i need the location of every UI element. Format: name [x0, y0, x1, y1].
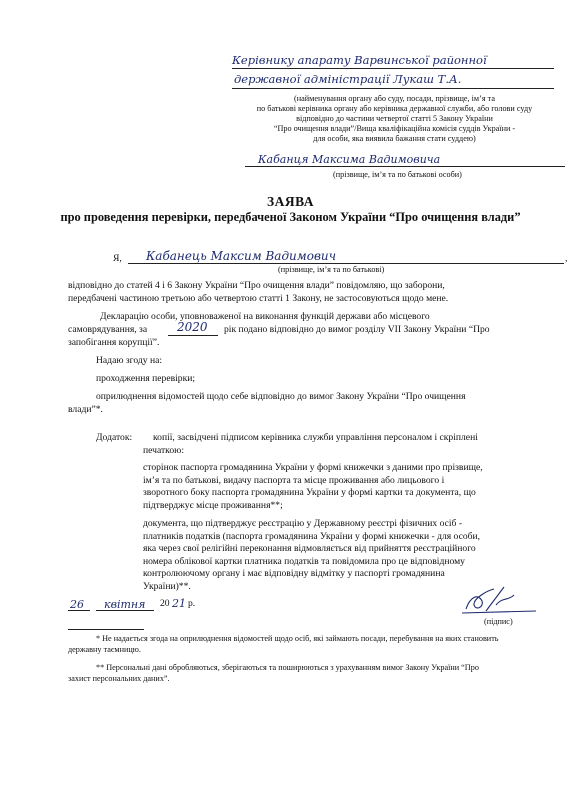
- attachments-head1: копії, засвідчені підписом керівника служби управління персоналом і скріплені: [153, 432, 478, 443]
- document-title: ЗАЯВА: [266, 194, 315, 209]
- date-year-handwritten: 21: [172, 597, 186, 610]
- consent-item1: проходження перевірки;: [96, 373, 196, 384]
- declaration-year-underline: [168, 335, 218, 336]
- consent-item2-line2: влади”*.: [68, 404, 103, 415]
- sender-caption: (прізвище, ім’я та по батькові особи): [333, 170, 462, 179]
- statement-handwritten-name: Кабанець Максим Вадимович: [146, 249, 337, 263]
- addressee-caption: (найменування органу або суду, посади, прізвище, ім’я та по батькові керівника органу або керівника державної служби, або голови суду відповідно до частини четвертої статті 5 Закону України “Про очищення влади”/Вища кваліфікаційна комісія суддів України - для особи, яка виявила бажання стати суддею): [256, 94, 533, 143]
- addressee-underline-2: [232, 88, 554, 89]
- declaration-line1: Декларацію особи, уповноваженої на виконання функцій держави або місцевого: [100, 311, 430, 322]
- addressee-handwritten-line2: державної адміністрації Лукаш Т.А.: [234, 72, 462, 86]
- signature-caption: (підпис): [484, 617, 513, 626]
- consent-intro: Надаю згоду на:: [96, 355, 163, 366]
- attachments-item1: сторінок паспорта громадянина України у формі книжечки з даними про прізвище, ім’я та по батькові, видачу паспорта та місце проживання або лицьового і зворотного боку паспорта громадянина України у формі картки та документа, що підтверджує місце проживання**;: [143, 462, 483, 511]
- consent-item2-line1: оприлюднення відомостей щодо себе відповідно до вимог Закону України “Про очищення: [96, 391, 466, 402]
- date-day-underline: [68, 610, 90, 611]
- signature: [456, 583, 546, 617]
- date-month: квітня: [104, 598, 146, 611]
- sender-underline: [245, 166, 565, 167]
- declaration-handwritten-year: 2020: [177, 320, 208, 334]
- footnote-separator: [68, 629, 144, 630]
- attachments-label: Додаток:: [96, 432, 133, 443]
- footnote-2-line1: ** Персональні дані обробляються, зберігаються та поширюються з урахуванням вимог Закону України “Про: [96, 663, 479, 672]
- attachments-item2: документа, що підтверджує реєстрацію у Державному реєстрі фізичних осіб - платників податків (паспорта громадянина України у формі книжечки - для особи, яка через свої релігійні переконання відмовляється від прийняття реєстраційного номера облікової картки платника податків та повідомила про це відповідному контролюючому органу і має відповідну відмітку у паспорті громадянина України)**.: [143, 518, 481, 592]
- statement-underline: [128, 263, 564, 264]
- attachments-head2: печаткою:: [143, 445, 184, 456]
- declaration-line2-b: рік подано відповідно до вимог розділу VII Закону України “Про: [224, 324, 490, 335]
- statement-name-caption: (прізвище, ім’я та по батькові): [278, 265, 385, 274]
- sender-handwritten-name: Кабанця Максима Вадимовича: [258, 153, 441, 166]
- declaration-line3: запобігання корупції”.: [68, 337, 160, 348]
- addressee-handwritten-line1: Керівнику апарату Варвинської районної: [232, 53, 487, 67]
- date-month-underline: [96, 610, 154, 611]
- statement-comma: ,: [565, 253, 568, 264]
- addressee-underline-1: [232, 68, 554, 69]
- document-subtitle: про проведення перевірки, передбаченої Законом України “Про очищення влади”: [60, 210, 521, 224]
- statement-i: Я,: [113, 253, 122, 264]
- date-year-prefix: 20: [160, 598, 170, 609]
- declaration-line2-a: самоврядування, за: [68, 324, 148, 335]
- footnote-2-line2: захист персональних даних”.: [68, 674, 170, 683]
- statement-line2: передбачені частиною третьою або четвертою статті 1 Закону, не застосовуються щодо мене.: [68, 293, 449, 304]
- footnote-1-line2: державну таємницю.: [68, 645, 141, 654]
- date-suffix: р.: [188, 598, 196, 609]
- footnote-1-line1: * Не надається згода на оприлюднення відомостей щодо осіб, які займають посади, перебування на яких становить: [96, 634, 499, 643]
- statement-line1: відповідно до статей 4 і 6 Закону України “Про очищення влади” повідомляю, що заборони,: [68, 280, 445, 291]
- date-day: 26: [70, 598, 84, 611]
